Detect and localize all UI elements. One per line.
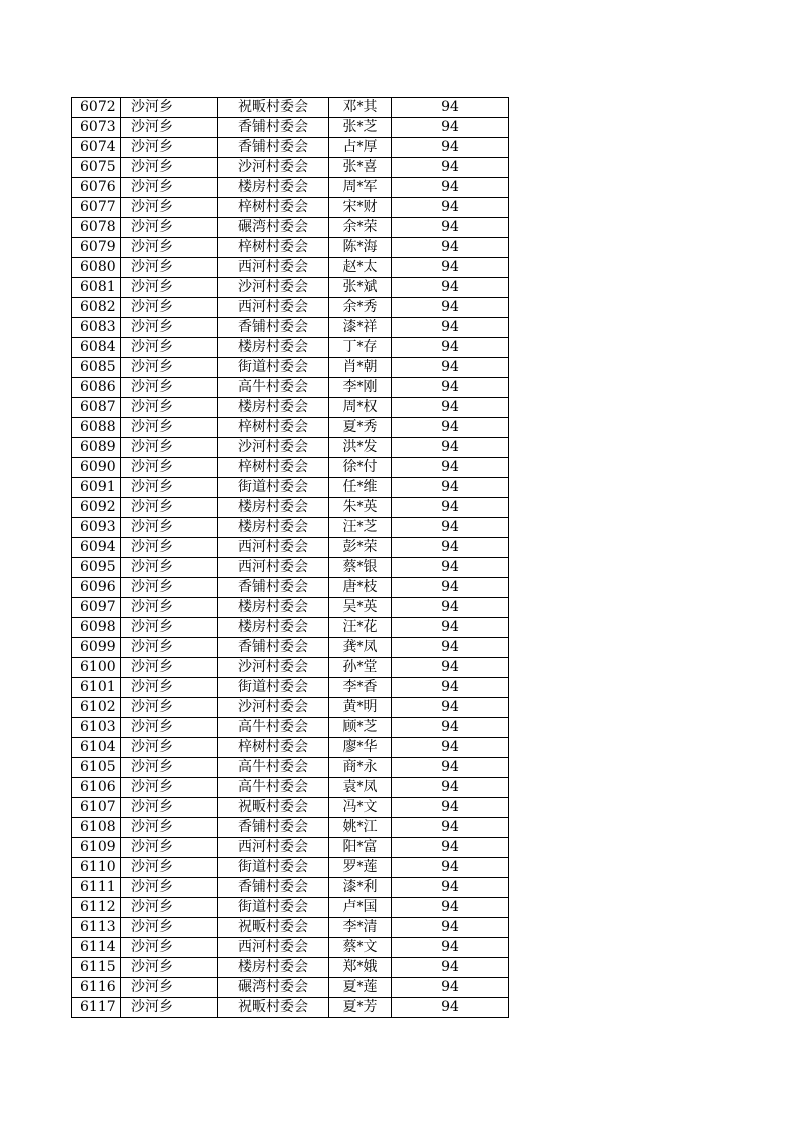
score-cell: 94	[392, 358, 509, 378]
score-cell: 94	[392, 718, 509, 738]
village-committee-cell: 沙河村委会	[218, 158, 329, 178]
row-number-cell: 6078	[72, 218, 121, 238]
table-row	[72, 678, 509, 698]
table-row	[72, 178, 509, 198]
person-name-cell: 朱*英	[329, 498, 392, 518]
table-row	[72, 198, 509, 218]
row-number-cell: 6114	[72, 938, 121, 958]
township-cell: 沙河乡	[121, 858, 218, 878]
township-cell: 沙河乡	[121, 358, 218, 378]
row-number-cell: 6099	[72, 638, 121, 658]
township-cell: 沙河乡	[121, 318, 218, 338]
township-cell: 沙河乡	[121, 778, 218, 798]
row-number-cell: 6092	[72, 498, 121, 518]
village-committee-cell: 香铺村委会	[218, 638, 329, 658]
township-cell: 沙河乡	[121, 818, 218, 838]
table-row	[72, 918, 509, 938]
person-name-cell: 唐*枝	[329, 578, 392, 598]
person-name-cell: 顾*芝	[329, 718, 392, 738]
person-name-cell: 占*厚	[329, 138, 392, 158]
table-row	[72, 318, 509, 338]
village-committee-cell: 梓树村委会	[218, 238, 329, 258]
score-cell: 94	[392, 998, 509, 1018]
township-cell: 沙河乡	[121, 958, 218, 978]
table-row	[72, 638, 509, 658]
township-cell: 沙河乡	[121, 178, 218, 198]
table-row	[72, 118, 509, 138]
township-cell: 沙河乡	[121, 258, 218, 278]
village-committee-cell: 西河村委会	[218, 838, 329, 858]
row-number-cell: 6098	[72, 618, 121, 638]
table-row	[72, 938, 509, 958]
township-cell: 沙河乡	[121, 738, 218, 758]
table-row	[72, 758, 509, 778]
score-cell: 94	[392, 658, 509, 678]
person-name-cell: 袁*凤	[329, 778, 392, 798]
row-number-cell: 6104	[72, 738, 121, 758]
township-cell: 沙河乡	[121, 238, 218, 258]
township-cell: 沙河乡	[121, 458, 218, 478]
table-row	[72, 838, 509, 858]
score-cell: 94	[392, 598, 509, 618]
row-number-cell: 6076	[72, 178, 121, 198]
row-number-cell: 6097	[72, 598, 121, 618]
township-cell: 沙河乡	[121, 298, 218, 318]
village-committee-cell: 香铺村委会	[218, 318, 329, 338]
table-row	[72, 618, 509, 638]
row-number-cell: 6073	[72, 118, 121, 138]
township-cell: 沙河乡	[121, 118, 218, 138]
village-committee-cell: 祝畈村委会	[218, 798, 329, 818]
row-number-cell: 6115	[72, 958, 121, 978]
roster-table-body	[72, 98, 509, 1018]
table-row	[72, 378, 509, 398]
row-number-cell: 6106	[72, 778, 121, 798]
village-committee-cell: 西河村委会	[218, 558, 329, 578]
village-committee-cell: 街道村委会	[218, 898, 329, 918]
person-name-cell: 张*喜	[329, 158, 392, 178]
township-cell: 沙河乡	[121, 278, 218, 298]
table-row	[72, 718, 509, 738]
score-cell: 94	[392, 558, 509, 578]
score-cell: 94	[392, 958, 509, 978]
score-cell: 94	[392, 138, 509, 158]
village-committee-cell: 高牛村委会	[218, 758, 329, 778]
row-number-cell: 6112	[72, 898, 121, 918]
township-cell: 沙河乡	[121, 198, 218, 218]
table-row	[72, 98, 509, 118]
village-committee-cell: 碾湾村委会	[218, 218, 329, 238]
village-committee-cell: 沙河村委会	[218, 438, 329, 458]
table-row	[72, 958, 509, 978]
row-number-cell: 6077	[72, 198, 121, 218]
score-cell: 94	[392, 338, 509, 358]
township-cell: 沙河乡	[121, 538, 218, 558]
table-row	[72, 438, 509, 458]
table-row	[72, 738, 509, 758]
table-row	[72, 258, 509, 278]
table-row	[72, 598, 509, 618]
person-name-cell: 廖*华	[329, 738, 392, 758]
score-cell: 94	[392, 158, 509, 178]
village-committee-cell: 西河村委会	[218, 538, 329, 558]
table-row	[72, 298, 509, 318]
person-name-cell: 余*荣	[329, 218, 392, 238]
row-number-cell: 6083	[72, 318, 121, 338]
township-cell: 沙河乡	[121, 978, 218, 998]
score-cell: 94	[392, 778, 509, 798]
score-cell: 94	[392, 938, 509, 958]
row-number-cell: 6087	[72, 398, 121, 418]
roster-table	[71, 97, 509, 1018]
row-number-cell: 6086	[72, 378, 121, 398]
village-committee-cell: 楼房村委会	[218, 598, 329, 618]
table-row	[72, 698, 509, 718]
person-name-cell: 卢*国	[329, 898, 392, 918]
row-number-cell: 6110	[72, 858, 121, 878]
row-number-cell: 6113	[72, 918, 121, 938]
row-number-cell: 6079	[72, 238, 121, 258]
township-cell: 沙河乡	[121, 338, 218, 358]
village-committee-cell: 高牛村委会	[218, 778, 329, 798]
person-name-cell: 吴*英	[329, 598, 392, 618]
person-name-cell: 夏*莲	[329, 978, 392, 998]
row-number-cell: 6111	[72, 878, 121, 898]
village-committee-cell: 楼房村委会	[218, 518, 329, 538]
row-number-cell: 6074	[72, 138, 121, 158]
person-name-cell: 龚*凤	[329, 638, 392, 658]
village-committee-cell: 楼房村委会	[218, 178, 329, 198]
person-name-cell: 黄*明	[329, 698, 392, 718]
row-number-cell: 6108	[72, 818, 121, 838]
village-committee-cell: 街道村委会	[218, 858, 329, 878]
person-name-cell: 李*清	[329, 918, 392, 938]
person-name-cell: 夏*芳	[329, 998, 392, 1018]
person-name-cell: 夏*秀	[329, 418, 392, 438]
village-committee-cell: 街道村委会	[218, 358, 329, 378]
row-number-cell: 6094	[72, 538, 121, 558]
row-number-cell: 6082	[72, 298, 121, 318]
table-row	[72, 338, 509, 358]
person-name-cell: 汪*花	[329, 618, 392, 638]
person-name-cell: 赵*太	[329, 258, 392, 278]
person-name-cell: 任*维	[329, 478, 392, 498]
person-name-cell: 洪*发	[329, 438, 392, 458]
row-number-cell: 6117	[72, 998, 121, 1018]
village-committee-cell: 祝畈村委会	[218, 998, 329, 1018]
person-name-cell: 李*刚	[329, 378, 392, 398]
row-number-cell: 6080	[72, 258, 121, 278]
village-committee-cell: 街道村委会	[218, 678, 329, 698]
village-committee-cell: 沙河村委会	[218, 658, 329, 678]
table-row	[72, 138, 509, 158]
row-number-cell: 6089	[72, 438, 121, 458]
village-committee-cell: 香铺村委会	[218, 818, 329, 838]
township-cell: 沙河乡	[121, 438, 218, 458]
score-cell: 94	[392, 738, 509, 758]
village-committee-cell: 梓树村委会	[218, 458, 329, 478]
village-committee-cell: 楼房村委会	[218, 338, 329, 358]
person-name-cell: 邓*其	[329, 98, 392, 118]
township-cell: 沙河乡	[121, 878, 218, 898]
row-number-cell: 6103	[72, 718, 121, 738]
score-cell: 94	[392, 198, 509, 218]
person-name-cell: 冯*文	[329, 798, 392, 818]
score-cell: 94	[392, 898, 509, 918]
township-cell: 沙河乡	[121, 698, 218, 718]
township-cell: 沙河乡	[121, 898, 218, 918]
score-cell: 94	[392, 878, 509, 898]
score-cell: 94	[392, 858, 509, 878]
township-cell: 沙河乡	[121, 578, 218, 598]
person-name-cell: 宋*财	[329, 198, 392, 218]
table-row	[72, 798, 509, 818]
row-number-cell: 6102	[72, 698, 121, 718]
row-number-cell: 6095	[72, 558, 121, 578]
person-name-cell: 周*权	[329, 398, 392, 418]
person-name-cell: 丁*存	[329, 338, 392, 358]
table-row	[72, 518, 509, 538]
table-row	[72, 458, 509, 478]
village-committee-cell: 街道村委会	[218, 478, 329, 498]
row-number-cell: 6075	[72, 158, 121, 178]
row-number-cell: 6085	[72, 358, 121, 378]
village-committee-cell: 楼房村委会	[218, 618, 329, 638]
table-row	[72, 858, 509, 878]
score-cell: 94	[392, 498, 509, 518]
score-cell: 94	[392, 698, 509, 718]
township-cell: 沙河乡	[121, 498, 218, 518]
township-cell: 沙河乡	[121, 618, 218, 638]
row-number-cell: 6101	[72, 678, 121, 698]
township-cell: 沙河乡	[121, 398, 218, 418]
village-committee-cell: 楼房村委会	[218, 398, 329, 418]
township-cell: 沙河乡	[121, 638, 218, 658]
township-cell: 沙河乡	[121, 938, 218, 958]
score-cell: 94	[392, 98, 509, 118]
person-name-cell: 漆*祥	[329, 318, 392, 338]
person-name-cell: 商*永	[329, 758, 392, 778]
score-cell: 94	[392, 118, 509, 138]
row-number-cell: 6116	[72, 978, 121, 998]
row-number-cell: 6109	[72, 838, 121, 858]
score-cell: 94	[392, 318, 509, 338]
score-cell: 94	[392, 758, 509, 778]
row-number-cell: 6081	[72, 278, 121, 298]
village-committee-cell: 西河村委会	[218, 298, 329, 318]
table-row	[72, 218, 509, 238]
village-committee-cell: 沙河村委会	[218, 698, 329, 718]
row-number-cell: 6107	[72, 798, 121, 818]
table-row	[72, 898, 509, 918]
village-committee-cell: 西河村委会	[218, 258, 329, 278]
township-cell: 沙河乡	[121, 798, 218, 818]
village-committee-cell: 高牛村委会	[218, 718, 329, 738]
table-row	[72, 398, 509, 418]
village-committee-cell: 梓树村委会	[218, 198, 329, 218]
village-committee-cell: 祝畈村委会	[218, 98, 329, 118]
row-number-cell: 6100	[72, 658, 121, 678]
village-committee-cell: 梓树村委会	[218, 418, 329, 438]
row-number-cell: 6084	[72, 338, 121, 358]
township-cell: 沙河乡	[121, 138, 218, 158]
township-cell: 沙河乡	[121, 378, 218, 398]
table-row	[72, 658, 509, 678]
township-cell: 沙河乡	[121, 918, 218, 938]
person-name-cell: 陈*海	[329, 238, 392, 258]
score-cell: 94	[392, 918, 509, 938]
village-committee-cell: 香铺村委会	[218, 878, 329, 898]
township-cell: 沙河乡	[121, 838, 218, 858]
table-row	[72, 238, 509, 258]
village-committee-cell: 楼房村委会	[218, 958, 329, 978]
score-cell: 94	[392, 298, 509, 318]
person-name-cell: 漆*利	[329, 878, 392, 898]
village-committee-cell: 香铺村委会	[218, 118, 329, 138]
person-name-cell: 肖*朝	[329, 358, 392, 378]
score-cell: 94	[392, 378, 509, 398]
table-row	[72, 578, 509, 598]
village-committee-cell: 香铺村委会	[218, 578, 329, 598]
person-name-cell: 汪*芝	[329, 518, 392, 538]
table-row	[72, 478, 509, 498]
score-cell: 94	[392, 478, 509, 498]
village-committee-cell: 香铺村委会	[218, 138, 329, 158]
score-cell: 94	[392, 438, 509, 458]
score-cell: 94	[392, 838, 509, 858]
score-cell: 94	[392, 238, 509, 258]
score-cell: 94	[392, 678, 509, 698]
township-cell: 沙河乡	[121, 558, 218, 578]
person-name-cell: 余*秀	[329, 298, 392, 318]
person-name-cell: 彭*荣	[329, 538, 392, 558]
township-cell: 沙河乡	[121, 158, 218, 178]
person-name-cell: 蔡*文	[329, 938, 392, 958]
person-name-cell: 阳*富	[329, 838, 392, 858]
table-row	[72, 818, 509, 838]
village-committee-cell: 梓树村委会	[218, 738, 329, 758]
score-cell: 94	[392, 398, 509, 418]
person-name-cell: 张*芝	[329, 118, 392, 138]
score-cell: 94	[392, 518, 509, 538]
township-cell: 沙河乡	[121, 758, 218, 778]
row-number-cell: 6093	[72, 518, 121, 538]
village-committee-cell: 西河村委会	[218, 938, 329, 958]
table-row	[72, 878, 509, 898]
township-cell: 沙河乡	[121, 518, 218, 538]
table-row	[72, 778, 509, 798]
person-name-cell: 孙*堂	[329, 658, 392, 678]
village-committee-cell: 祝畈村委会	[218, 918, 329, 938]
township-cell: 沙河乡	[121, 598, 218, 618]
village-committee-cell: 楼房村委会	[218, 498, 329, 518]
row-number-cell: 6088	[72, 418, 121, 438]
township-cell: 沙河乡	[121, 678, 218, 698]
township-cell: 沙河乡	[121, 478, 218, 498]
village-committee-cell: 高牛村委会	[218, 378, 329, 398]
score-cell: 94	[392, 218, 509, 238]
person-name-cell: 李*香	[329, 678, 392, 698]
score-cell: 94	[392, 798, 509, 818]
table-row	[72, 978, 509, 998]
row-number-cell: 6105	[72, 758, 121, 778]
row-number-cell: 6072	[72, 98, 121, 118]
score-cell: 94	[392, 638, 509, 658]
township-cell: 沙河乡	[121, 718, 218, 738]
table-row	[72, 998, 509, 1018]
score-cell: 94	[392, 818, 509, 838]
person-name-cell: 姚*江	[329, 818, 392, 838]
person-name-cell: 蔡*银	[329, 558, 392, 578]
township-cell: 沙河乡	[121, 998, 218, 1018]
row-number-cell: 6096	[72, 578, 121, 598]
score-cell: 94	[392, 178, 509, 198]
village-committee-cell: 碾湾村委会	[218, 978, 329, 998]
person-name-cell: 郑*娥	[329, 958, 392, 978]
score-cell: 94	[392, 978, 509, 998]
township-cell: 沙河乡	[121, 418, 218, 438]
table-row	[72, 358, 509, 378]
row-number-cell: 6091	[72, 478, 121, 498]
score-cell: 94	[392, 258, 509, 278]
table-row	[72, 538, 509, 558]
table-row	[72, 278, 509, 298]
table-row	[72, 158, 509, 178]
person-name-cell: 周*军	[329, 178, 392, 198]
person-name-cell: 徐*付	[329, 458, 392, 478]
person-name-cell: 罗*莲	[329, 858, 392, 878]
township-cell: 沙河乡	[121, 98, 218, 118]
township-cell: 沙河乡	[121, 658, 218, 678]
score-cell: 94	[392, 418, 509, 438]
person-name-cell: 张*斌	[329, 278, 392, 298]
table-row	[72, 498, 509, 518]
score-cell: 94	[392, 618, 509, 638]
score-cell: 94	[392, 538, 509, 558]
village-committee-cell: 沙河村委会	[218, 278, 329, 298]
township-cell: 沙河乡	[121, 218, 218, 238]
score-cell: 94	[392, 578, 509, 598]
score-cell: 94	[392, 458, 509, 478]
table-row	[72, 418, 509, 438]
table-row	[72, 558, 509, 578]
row-number-cell: 6090	[72, 458, 121, 478]
score-cell: 94	[392, 278, 509, 298]
